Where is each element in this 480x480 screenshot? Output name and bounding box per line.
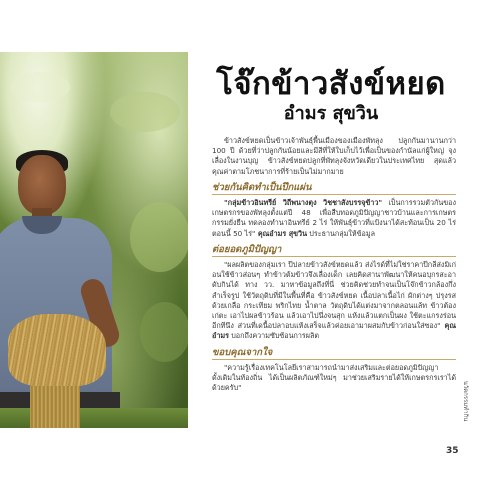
farmer-photo <box>0 52 188 428</box>
section-divider <box>212 194 456 195</box>
farmer-face <box>18 155 66 215</box>
article-author: อำมร สุขวิน <box>283 103 379 124</box>
section-heading-3: ขอบคุณจากใจ <box>212 346 273 358</box>
article-title: โจ๊กข้าวสังข์หยด <box>216 66 446 102</box>
rice-sheaf <box>8 314 106 386</box>
section-paragraph-1: "กลุ่มข้าวอินทรีย์ วิถีพนางตุง วิชชาสังบรรจุข้าว" เป็นการรวมตัวกันของเกษตรกรของพัทลุงตั้งแต่ปี 48 เพื่อสืบทอดภูมิปัญญาชาวบ้านและการเกษตรกรรมยั่งยืน ทดลองทำนาอินทรีย์ 2 ไร่ ให้พันธุ์ข้าวที่แป้งนาได้สะท้อนเป็น 20 ไร่ ตอนนี้ 50 ไร่" คุณอำมร สุขวิน ประธานกลุ่มให้ข้อมูล <box>212 198 457 238</box>
section-divider <box>212 256 456 257</box>
section-paragraph-2: "ผลผลิตของกลุ่มเรา ปีปลายข้าวสังข์หยดแล้ว ส่งไรด์ที่ไม่ใช่ราคาปีกลีส่งมิเก่อนใช้ข้าวส่อนๆ ทำข้าวต้มข้าวจึงเลื่องเด็ก เลยคิดสานาพัฒนาให้คนอบุกรสะอาดับกินได้ ทาง วว. มาหาข้อมูลถึงที่นี่ ช่วยคิดช่วยทำจนเป็นโจ๊กข้าวกล้องกึ่งสำเร็จรูป ใช้วัตถุดิบที่มีในพื้นที่คือ ข้าวสังข์หยด เนื้อปลาเนื้อไก่ ผักต่างๆ ปรุงรสด้วยเกลือ กระเทียม พริกไทย น้ำตาล วัตถุดิบได้แต่งมาจากตลอนแล้ท ข้าวต้องเก่ตะ เอาไปผลข้าวร้อน แล้วเอาไปนึ่งจนสุก แห้งแล้วแตกเป็นผง ใช้ตะแกรงร่อนอีกทีนึง ส่วนที่เดนื้อปลาอบแห้งเสร็จแล้วค่อยเอามาผสมกับข้าวก่อนใส่ซอง" คุณอำมร บอกถึงความซับซ้อนการผลิต <box>212 260 457 341</box>
section-divider <box>212 359 456 360</box>
rice-field <box>0 408 188 428</box>
section-heading-2: ต่อยอดภูมิปัญญา <box>212 243 282 255</box>
intro-paragraph: ข้าวสังข์หยดเป็นข้าวเจ้าพันธุ์พื้นเมืองของเมืองพัทลุง ปลูกกันมานานกว่า 100 ปี ด้วยที่ว่าปลูกกันน้อยและมีสีที่ให้ใบเก็บไว้เพื่อเป็นของกำนัลแก่ผู้ใหญ่ จุงเลื่องในงานบุญ ข้าวสังข์หยดปลูกที่พัทลุงจังหวัดเดียวในประเทศไทย สุดแล้วคุณค่าตามโภชนาการที่ร้ายเป็นไม่มากมาย <box>212 136 456 176</box>
section-heading-1: ช่วยกันคิดทำเป็นปึกแผ่น <box>212 181 312 193</box>
section-paragraph-3: "ความรู้เรื่องเทคโนโลยีเราสามารถนำมาส่งเสริมและต่อยอดภูมิปัญญาดั้งเดิมในท้องถิ่น ได้เป็นผลิตภัณฑ์ใหม่ๆ มาช่วยเสริมรายได้ให้เกษตรกรเราได้ด้วยครับ" <box>212 362 456 393</box>
section-side-tab: นวัตกรรมทำกิน <box>462 380 469 422</box>
article-body <box>212 136 456 398</box>
page-number: 35 <box>446 446 459 456</box>
